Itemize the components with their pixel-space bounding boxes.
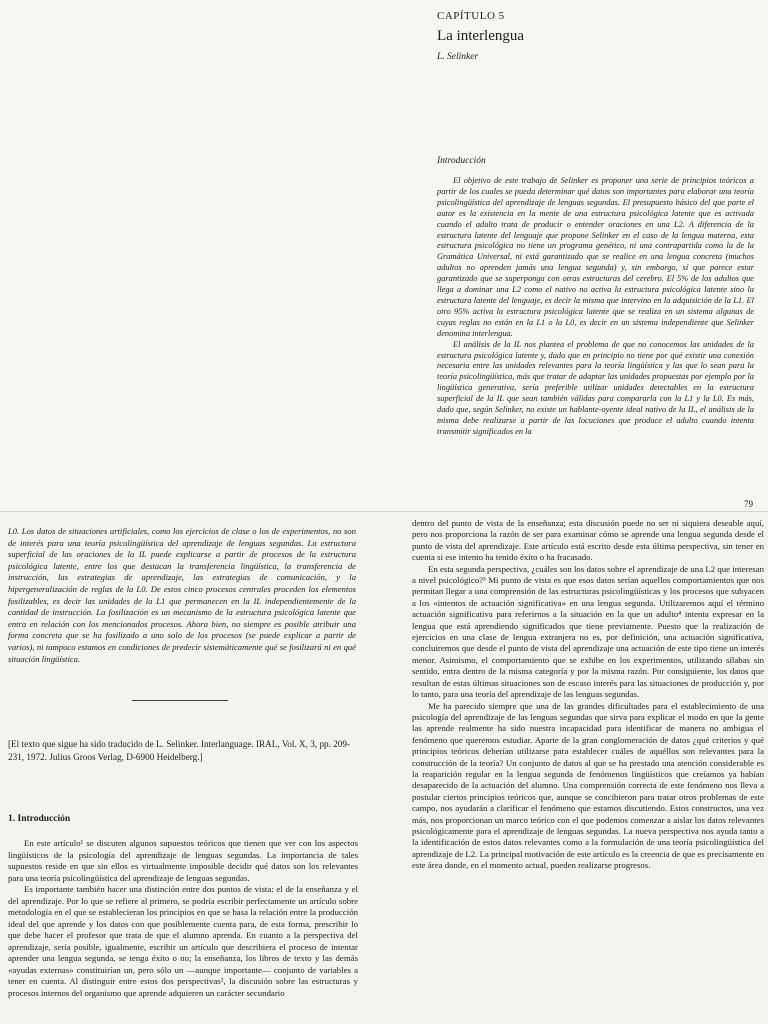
right-column-body xyxy=(412,518,764,1022)
abstract-text xyxy=(437,176,754,484)
body-paragraph: En este artículo¹ se discuten algunos supuestos teóricos que tienen que ver con los aspectos lingüísticos de la psicología del aprendizaje de lenguas segundas. La importancia de tales supuestos reside en que sin ellos es virtualmente imposible decidir qué datos son los relevantes para una teoría psicolingüística del aprendizaje de lenguas segundas. xyxy=(8,838,358,883)
page-number: 79 xyxy=(744,499,753,509)
intro-heading: Introducción xyxy=(437,156,486,166)
abstract-continuation xyxy=(8,526,356,696)
translation-note: [El texto que sigue ha sido traducido de L. Selinker. Interlanguage. IRAL, Vol. X, 3, pp. 209-231, 1972. Julius Groos Verlag, D-6900 Heidelberg.] xyxy=(8,739,351,762)
body-paragraph: Es importante también hacer una distinción entre dos puntos de vista: el de la enseñanza y el del aprendizaje. Por lo que se refiere al primero, se podría escribir perfectamente un artículo sobre metodología en el que se establecieran los principios en que se basa la relación entre la producción ideal del que aprende y los datos con que posiblemente cuenta para, de esta forma, prescribir lo que debe hacer el profesor que trata de que el alumno aprenda. En cuanto a la perspectiva del aprendizaje, sería posible, igualmente, escribir un artículo que describiera el proceso de intentar aprender una lengua segunda, se tenga éxito o no; la enseñanza, los libros de texto y las demás «ayudas externas» constituirían un, pero sólo un —aunque importante— conjunto de variables a tener en cuenta. Al distinguir entre estos dos perspectivas², la discusión sobre las estructuras y procesos internos del organismo que aprende adquieren un carácter secundario xyxy=(8,884,358,998)
body-paragraph: Me ha parecido siempre que una de las grandes dificultades para el establecimiento de una psicología del aprendizaje de las lenguas segundas que sirva para explicar el modo en que la gente las aprende realmente ha sido nuestra incapacidad para identificar de manera no ambigua el fenómeno que queremos estudiar. Aparte de la gran conglomeración de datos ¿qué criterios y qué principios teóricos deberían utilizarse para establecer cuáles de aquéllos son relevantes para la construcción de la teoría? Un conjunto de datos al que se ha prestado una atención considerable es la reaparición regular en la lengua segunda de fenómenos lingüísticos que creíamos ya habían desaparecido de la actuación del alumno. Una comprensión correcta de este fenómeno nos lleva a postular ciertos principios teóricos que, aunque se concibieron para tratar otros problemas de este campo, nos ayudarán a clarificar el fenómeno que estamos discutiendo. Estos constructos, una vez más, nos proporcionan un marco teórico con el que podemos comenzar a aislar los datos relevantes psicológicamente para el aprendizaje de lenguas segundas. La nueva perspectiva nos ayuda tanto a la identificación de estos datos relevantes como a la formulación de una teoría psicolingüística del aprendizaje de L2. La principal motivación de este artículo es la creencia de que es precisamente en este área donde, en el momento actual, pueden realizarse progresos. xyxy=(412,700,764,871)
body-paragraph: En esta segunda perspectiva, ¿cuáles son los datos sobre el aprendizaje de una L2 que interesan a nivel psicológico?³ Mi punto de vista es que esos datos serían aquellos comportamientos que nos permitan llegar a una comprensión de las estructuras psicolingüísticas y los procesos que subyacen a los «intentos de actuación significativa» en una lengua segunda. Utilizaremos aquí el término actuación significativa para referirnos a la situación en la que un adulto⁴ intenta expresar en la lengua que está aprendiendo significados que tiene previamente. Puesto que la realización de ejercicios en una clase de lengua extranjera no es, por definición, una actuación significativa, concluiremos que desde el punto de vista del aprendizaje una actuación de este tipo tiene un interés menor. Asimismo, el comportamiento que se exhibe en los experimentos, utilizando sílabas sin sentido, entra dentro de la misma categoría y por la misma razón. Por consiguiente, los datos que resultan de estas últimas situaciones son de escaso interés para las situaciones de producción y, por lo tanto, para una teoría del aprendizaje de las lenguas segundas. xyxy=(412,563,764,700)
abstract-paragraph: El análisis de la IL nos plantea el problema de que no conocemos las unidades de la estructura psicológica latente y, dado que en principio no tiene por qué existir una conexión necesaria entre las unidades relevantes para la teoría lingüística y las que lo sean para la teoría psicolingüística, más que tratar de adaptar las unidades propuestas por ejemplo por la lingüística generativa, sería preferible utilizar unidades detectables en la estructura superficial de la IL que sean también válidas para compararla con la L1 y la L0. Es más, dado que, según Selinker, no existe un hablante-oyente ideal nativo de la IL, el análisis de la misma debe realizarse a partir de las locuciones que produce el adulto cuando intenta transmitir significados en la xyxy=(437,339,754,436)
section-heading: 1. Introducción xyxy=(8,814,71,824)
left-column-body xyxy=(8,838,358,1024)
chapter-label: CAPÍTULO 5 xyxy=(437,10,505,22)
separator-rule xyxy=(132,700,228,701)
body-paragraph: dentro del punto de vista de la enseñanza; esta discusión puede no ser ni siquiera deseable aquí, pero nos proporciona la razón de ser para examinar cómo se aprende una lengua segunda desde el punto de vista del aprendizaje. Este artículo está escrito desde esta última perspectiva, sin tener en cuenta si ese intento ha tenido éxito o ha fracasado. xyxy=(412,518,764,563)
chapter-title: La interlengua xyxy=(437,28,525,44)
chapter-author: L. Selinker xyxy=(437,52,479,62)
book-page-bottom xyxy=(0,512,768,1024)
abstract-paragraph: El objetivo de este trabajo de Selinker es proponer una serie de principios teóricos a partir de los cuales se pueda determinar qué datos son importantes para elaborar una teoría psicolingüística del aprendizaje de lenguas segundas. El presupuesto básico del que parte el autor es la existencia en la mente de una estructura psicológica latente que es activada cuando el adulto trata de producir o entender oraciones en una L2. A diferencia de la estructura latente del lenguaje que propone Selinker en el caso de la lengua materna, esta estructura psicológica no tiene un programa genético, ni una contrapartida como la de la Gramática Universal, ni está garantizado que se realice en una lengua concreta (muchos adultos no aprenden jamás una lengua segunda) y, sin embargo, sí que parece estar garantizado que se superponga con otras estructuras del cerebro. El 5% de los adultos que llega a dominar una L2 como el nativo no activa la estructura psicológica latente sino la estructura latente del lenguaje, es decir la misma que intervino en la adquisición de la L1. El otro 95% activa la estructura psicológica latente que se realiza en un sistema algunas de cuyas reglas no están en la L1 o la L0, es decir en un sistema independiente que Selinker denomina interlengua. xyxy=(437,176,754,338)
italic-paragraph: L0. Los datos de situaciones artificiales, como los ejercicios de clase o los de experimentos, no son de interés para una teoría psicolingüística del aprendizaje de lenguas segundas. La estructura superficial de las oraciones de la IL puede explicarse a partir de procesos de la estructura psicológica latente, entre los que destacan la transferencia lingüística, la transferencia de instrucción, las estrategias de aprendizaje, las estrategias de comunicación, y la hipergeneralización de reglas de la L0. De estos cinco procesos centrales proceden los elementos fosilizables, es decir las unidades de la L1 que permanecen en la IL independientemente de la cantidad de instrucción. La fosilización es un mecanismo de la estructura psicológica latente que entra en relación con los mencionados procesos. Ahora bien, no siempre es posible atribuir una forma concreta que se ha fosilizado a uno solo de los procesos (se puede explicar a partir de varios), ni tampoco estamos en condiciones de predecir sistemáticamente qué se fosilizará ni en qué situación lingüística. xyxy=(8,526,356,664)
